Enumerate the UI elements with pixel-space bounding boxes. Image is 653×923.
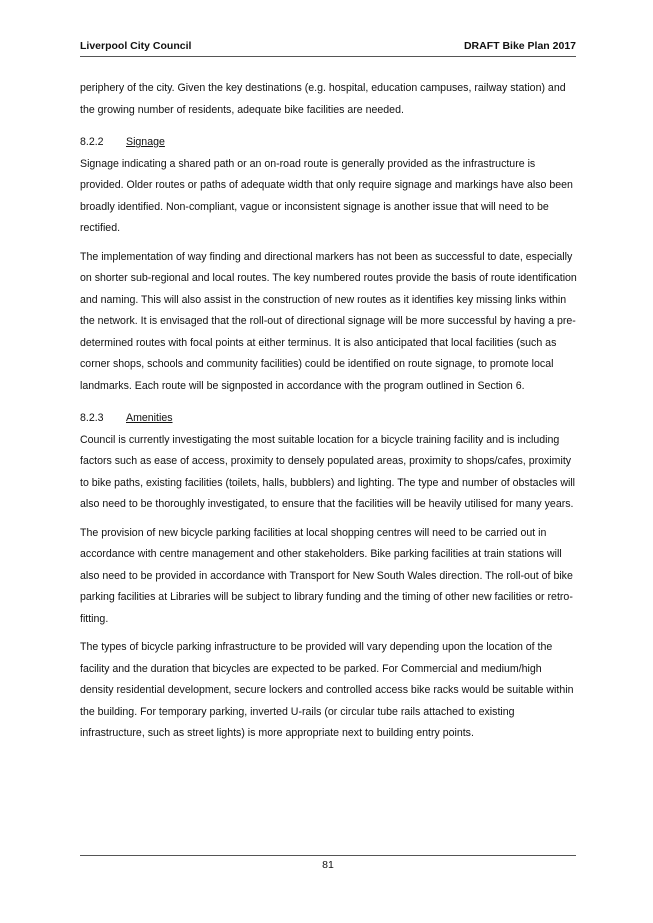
page-header <box>80 40 576 54</box>
footer-divider <box>80 855 576 856</box>
intro-paragraph: periphery of the city. Given the key destinations (e.g. hospital, education campuses, railway station) and the growing number of residents, adequate bike facilities are needed. <box>80 82 566 116</box>
paragraph: The provision of new bicycle parking facilities at local shopping centres will need to be carried out in accordance with centre management and other stakeholders. Bike parking facilities at train stations will also need to be provided in accordance with Transport for New South Wales direction. The roll-out of bike parking facilities at Libraries will be subject to library funding and the timing of other new facilities or retro-fitting. <box>80 526 573 625</box>
section-title: Signage <box>126 136 165 148</box>
section-heading <box>80 132 578 154</box>
section-amenities <box>80 408 578 745</box>
section-number: 8.2.2 <box>80 136 104 148</box>
header-document-title: DRAFT Bike Plan 2017 <box>463 40 576 52</box>
section-signage <box>80 132 578 397</box>
section-title: Amenities <box>126 412 173 424</box>
document-body <box>80 78 578 752</box>
header-organisation: Liverpool City Council <box>80 40 192 52</box>
paragraph: The types of bicycle parking infrastructure to be provided will vary depending upon the location of the facility and the duration that bicycles are expected to be parked. For Commercial and medium/high density residential development, secure lockers and controlled access bike racks would be suitable within the building. For temporary parking, inverted U-rails (or circular tube rails attached to existing infrastructure, such as street lights) is more appropriate next to building entry points. <box>80 641 574 739</box>
section-heading <box>80 408 578 430</box>
page-number: 81 <box>322 859 334 871</box>
paragraph: The implementation of way finding and directional markers has not been as successful to date, especially on shorter sub-regional and local routes. The key numbered routes provide the basis of route identification and naming. This will also assist in the construction of new routes as it identifies key missing links within the network. It is envisaged that the roll-out of directional signage will be more successful by having a pre-determined routes with focal points at either terminus. It is also anticipated that local facilities (such as corner shops, schools and community facilities) could be identified on route signage, to promote local landmarks. Each route will be signposted in accordance with the program outlined in Section 6. <box>80 250 577 392</box>
paragraph: Council is currently investigating the most suitable location for a bicycle training facility and is including factors such as ease of access, proximity to densely populated areas, proximity to shops/cafes, proximity to bike paths, existing facilities (toilets, halls, bubblers) and lighting. The type and number of obstacles will also need to be thoroughly investigated, to ensure that the facilities will be heavily utilised for many years. <box>80 433 576 510</box>
header-divider <box>80 56 576 57</box>
paragraph: Signage indicating a shared path or an on-road route is generally provided as the infrastructure is provided. Older routes or paths of adequate width that only require signage and markings have also been broadly identified. Non-compliant, vague or inconsistent signage is another issue that will need to be rectified. <box>80 157 573 234</box>
section-number: 8.2.3 <box>80 412 104 424</box>
